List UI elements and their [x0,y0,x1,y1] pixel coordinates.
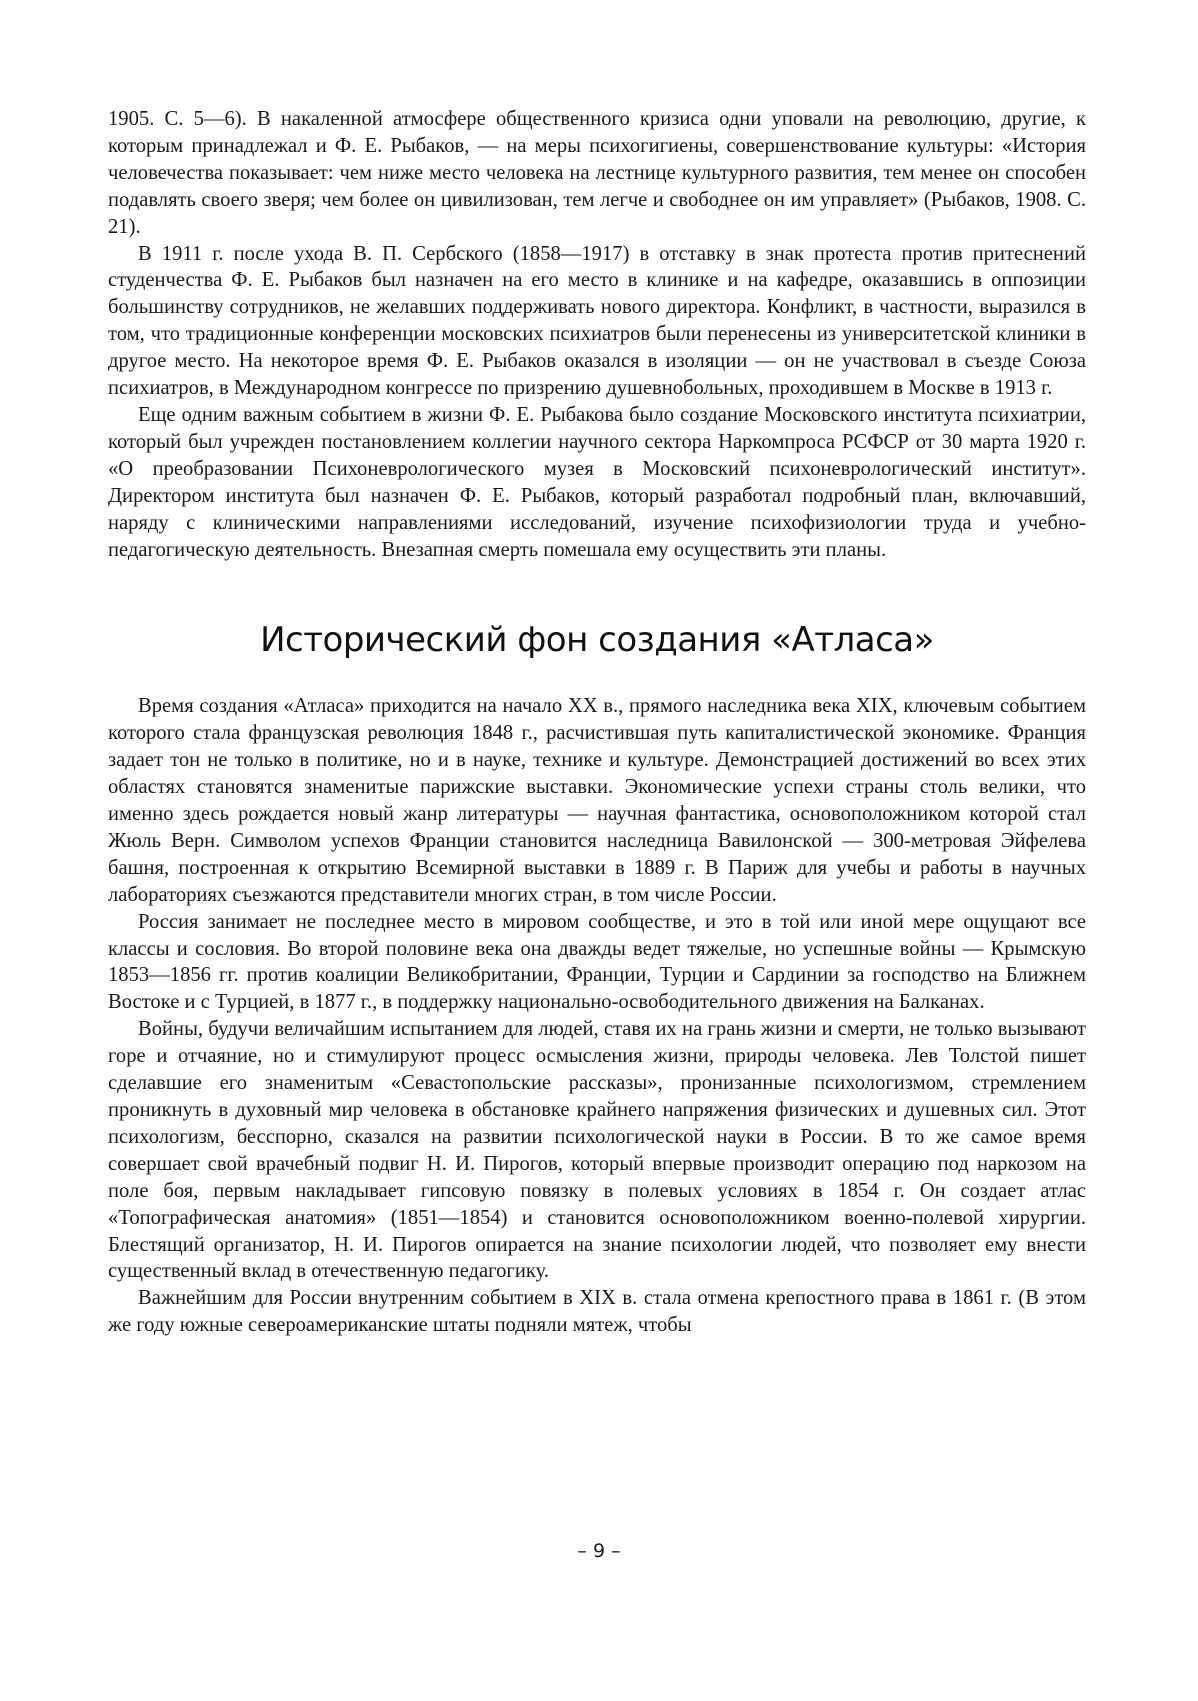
paragraph-serbsky: В 1911 г. после ухода В. П. Сербского (1858—1917) в отставку в знак протеста против притеснений студенчества Ф. Е. Рыбаков был назначен на его место в клинике и на кафедре, оказавшись в оппозиции большинству сотрудников, не желавших поддерживать нового директора. Конфликт, в частности, выразился в том, что традиционные конференции московских психиатров были перенесены из университетской клиники в другое место. На некоторое время Ф. Е. Рыбаков оказался в изоляции — он не участвовал в съезде Союза психиатров, в Международном конгрессе по призрению душевнобольных, проходившем в Москве в 1913 г. [108,242,1086,400]
page-number: – 9 – [577,1540,621,1562]
page-body [108,106,1086,1339]
paragraph-atlas-time: Время создания «Атласа» приходится на начало XX в., прямого наследника века XIX, ключевым событием которого стала французская революция 1848 г., расчистившая путь капиталистической экономике. Франция задает тон не только в политике, но и в науке, технике и культуре. Демонстрацией достижений во всех этих областях становятся знаменитые парижские выставки. Экономические успехи страны столь велики, что именно здесь рождается новый жанр литературы — научная фантастика, основоположником которой стал Жюль Верн. Символом успехов Франции становится наследница Вавилонской — 300-метровая Эйфелева башня, построенная к открытию Всемирной выставки в 1889 г. В Париж для учебы и работы в научных лабораториях съезжаются представители многих стран, в том числе России. [108,695,1086,906]
paragraph-serfdom: Важнейшим для России внутренним событием в XIX в. стала отмена крепостного права в 1861 г. (В этом же году южные североамериканские штаты подняли мятеж, чтобы [108,1287,1086,1337]
paragraph-continued: 1905. С. 5—6). В накаленной атмосфере общественного кризиса одни уповали на революцию, другие, к которым принадлежал и Ф. Е. Рыбаков, — на меры психогигиены, совершенствование культуры: «История человечества показывает: чем ниже место человека на лестнице культурного развития, тем менее он способен подавлять своего зверя; чем более он цивилизован, тем легче и свободнее он им управляет» (Рыбаков, 1908. С. 21). [108,108,1086,238]
paragraph-wars: Войны, будучи величайшим испытанием для людей, ставя их на грань жизни и смерти, не только вызывают горе и отчаяние, но и стимулируют процесс осмысления жизни, природы человека. Лев Толстой пишет сделавшие его знаменитым «Севастопольские рассказы», пронизанные психологизмом, стремлением проникнуть в духовный мир человека в обстановке крайнего напряжения физических и душевных сил. Этот психологизм, бесспорно, сказался на развитии психологической науки в России. В то же самое время совершает свой врачебный подвиг Н. И. Пирогов, который впервые производит операцию под наркозом на поле боя, первым накладывает гипсовую повязку в полевых условиях в 1854 г. Он создает атлас «Топографическая анатомия» (1851—1854) и становится основоположником военно-полевой хирургии. Блестящий организатор, Н. И. Пирогов опирается на знание психологии людей, что позволяет ему внести существенный вклад в отечественную педагогику. [108,1018,1086,1283]
paragraph-russia: Россия занимает не последнее место в мировом сообществе, и это в той или иной мере ощущают все классы и сословия. Во второй половине века она дважды ведет тяжелые, но успешные войны — Крымскую 1853—1856 гг. против коалиции Великобритании, Франции, Турции и Сардинии за господство на Ближнем Востоке и с Турцией, в 1877 г., в поддержку национально-освободительного движения на Балканах. [108,910,1086,1014]
section-heading: Исторический фон создания «Атласа» [260,620,934,661]
paragraph-institute: Еще одним важным событием в жизни Ф. Е. Рыбакова было создание Московского института психиатрии, который был учрежден постановлением коллегии научного сектора Наркомпроса РСФСР от 30 марта 1920 г. «О преобразовании Психоневрологического музея в Московский психоневрологический институт». Директором института был назначен Ф. Е. Рыбаков, который разработал подробный план, включавший, наряду с клиническими направлениями исследований, изучение психофизиологии труда и учебно-педагогическую деятельность. Внезапная смерть помешала ему осуществить эти планы. [108,403,1086,561]
